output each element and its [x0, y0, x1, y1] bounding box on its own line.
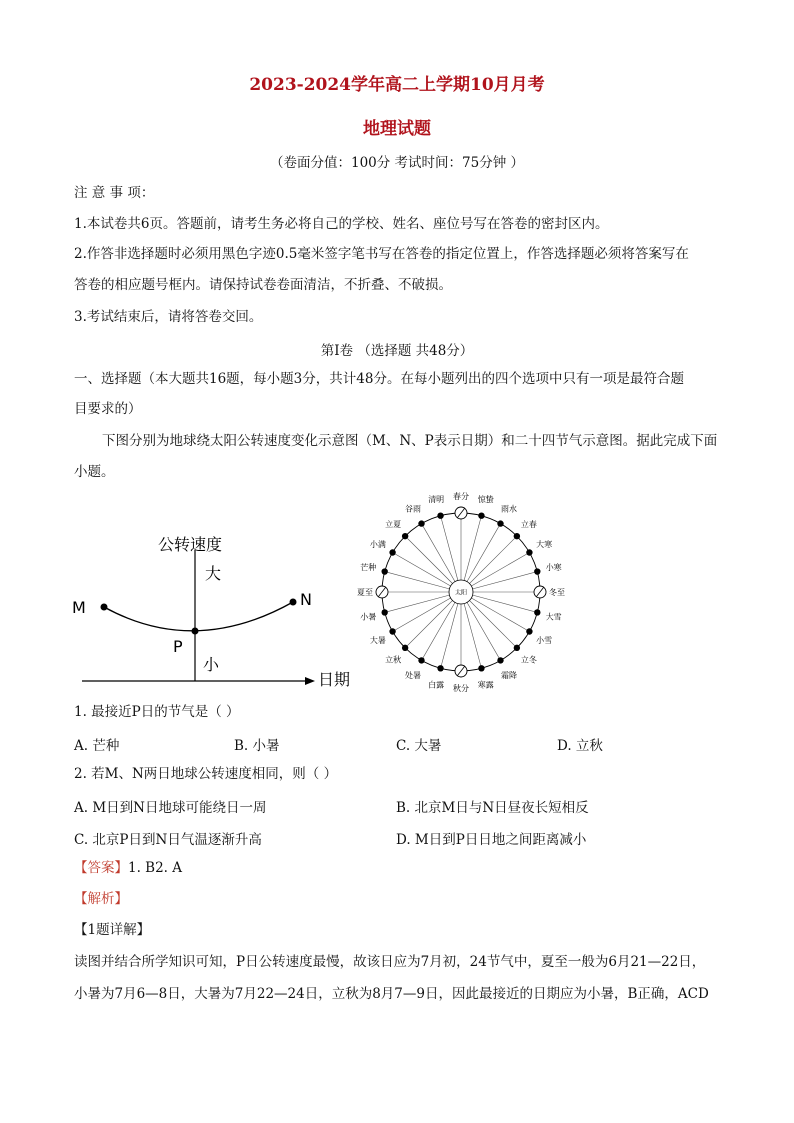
earth-dot — [437, 665, 443, 671]
earth-dot — [526, 628, 532, 634]
earth-dot — [381, 568, 387, 574]
answer-value: 1. B2. A — [128, 860, 183, 876]
earth-dot — [402, 645, 408, 651]
detail-label: 【1题详解】 — [74, 922, 151, 938]
solar-term-label: 立冬 — [520, 655, 537, 665]
section-heading: 一、选择题（本大题共16题，每小题3分，共计48分。在每小题列出的四个选项中只有一项是最符合题 — [74, 371, 684, 387]
analysis-text: 读图并结合所学知识可知，P日公转速度最慢，故该日应为7月初，24节气中，夏至一般为6月21—22日， — [74, 954, 706, 970]
solar-term-label: 芒种 — [360, 563, 377, 572]
p-label: P — [173, 637, 183, 656]
solar-term-label: 大雪 — [545, 612, 562, 622]
sun-label: 太阳 — [454, 589, 468, 597]
solar-terms-diagram — [350, 488, 580, 693]
subject-title: 地理试题 — [363, 119, 431, 139]
section-heading-cont: 目要求的） — [74, 401, 142, 417]
question-1-stem: 1. 最接近P日的节气是（ ） — [74, 704, 240, 720]
analysis-text-cont: 小暑为7月6—8日，大暑为7月22—24日，立秋为8月7—9日，因此最接近的日期应为小暑，B正确，ACD — [74, 986, 709, 1002]
solar-term-label: 小寒 — [545, 563, 562, 572]
solar-term-label: 小暑 — [360, 612, 377, 622]
solar-term-label: 清明 — [428, 495, 445, 505]
solar-term-label: 霜降 — [501, 670, 517, 680]
notice-item: 2.作答非选择题时必须用黑色字迹0.5毫米签字笔书写在答卷的指定位置上，作答选择题必须将答案写在 — [74, 246, 689, 262]
big-label: 大 — [205, 564, 222, 583]
earth-dot — [514, 645, 520, 651]
earth-dot — [478, 665, 484, 671]
solar-term-label: 大暑 — [369, 635, 386, 645]
notice-item: 3.考试结束后，请将答卷交回。 — [74, 309, 263, 325]
n-label: N — [300, 590, 312, 609]
answer-label: 【答案】 — [74, 860, 128, 876]
solar-term-label: 立秋 — [385, 655, 402, 665]
earth-dot — [514, 533, 520, 539]
solar-term-label: 立春 — [520, 519, 537, 529]
earth-dot — [418, 657, 424, 663]
earth-dot — [418, 520, 424, 526]
speed-diagram — [60, 525, 360, 695]
solar-term-label: 立夏 — [385, 519, 402, 529]
date-axis-label: 日期 — [318, 670, 351, 689]
part-title: 第Ⅰ卷 （选择题 共48分） — [320, 343, 474, 359]
solar-term-label: 春分 — [453, 491, 469, 501]
q2-option-b[interactable]: B. 北京M日与N日昼夜长短相反 — [396, 800, 589, 816]
earth-dot — [534, 609, 540, 615]
q1-option-d[interactable]: D. 立秋 — [557, 738, 603, 754]
solar-term-label: 雨水 — [501, 504, 517, 514]
speed-axis-label: 公转速度 — [158, 535, 223, 554]
solar-term-label: 大寒 — [536, 539, 553, 549]
q2-option-a[interactable]: A. M日到N日地球可能绕日一周 — [74, 800, 267, 816]
earth-dot — [526, 549, 532, 555]
earth-dot — [389, 549, 395, 555]
solar-term-label: 处暑 — [405, 670, 421, 680]
earth-dot — [478, 512, 484, 518]
solar-term-label: 谷雨 — [405, 504, 421, 514]
earth-dot — [389, 628, 395, 634]
earth-dot — [381, 609, 387, 615]
q2-option-c[interactable]: C. 北京P日到N日气温逐渐升高 — [74, 832, 262, 848]
q1-option-c[interactable]: C. 大暑 — [396, 738, 442, 754]
solar-term-label: 惊蛰 — [477, 495, 494, 505]
earth-dot — [402, 533, 408, 539]
solar-term-label: 寒露 — [477, 680, 494, 690]
intro-text: 下图分别为地球绕太阳公转速度变化示意图（M、N、P表示日期）和二十四节气示意图。据此完成下面 — [102, 433, 718, 449]
page-title: 2023-2024学年高二上学期10月月考 — [249, 75, 545, 95]
intro-text-cont: 小题。 — [74, 464, 115, 480]
analysis-label: 【解析】 — [74, 891, 128, 907]
answer-row — [74, 859, 182, 877]
notice-item: 答卷的相应题号框内。请保持试卷卷面清洁，不折叠、不破损。 — [74, 277, 452, 293]
earth-dot — [534, 568, 540, 574]
q1-option-b[interactable]: B. 小暑 — [234, 738, 280, 754]
exam-info: （卷面分值：100分 考试时间：75分钟 ） — [269, 155, 525, 171]
m-label: M — [72, 598, 86, 617]
solar-term-label: 小雪 — [536, 635, 553, 645]
solar-term-label: 冬至 — [549, 587, 565, 597]
question-2-stem: 2. 若M、N两日地球公转速度相同，则（ ） — [74, 766, 338, 782]
small-label: 小 — [203, 655, 220, 674]
earth-dot — [437, 512, 443, 518]
earth-dot — [497, 657, 503, 663]
solar-term-label: 白露 — [428, 680, 445, 690]
q1-option-a[interactable]: A. 芒种 — [74, 738, 120, 754]
solar-term-label: 小满 — [369, 539, 386, 549]
solar-term-label: 夏至 — [357, 587, 373, 597]
notice-heading: 注 意 事 项： — [74, 185, 155, 201]
earth-dot — [497, 520, 503, 526]
solar-term-label: 秋分 — [453, 683, 469, 693]
q2-option-d[interactable]: D. M日到P日日地之间距离减小 — [396, 832, 587, 848]
notice-item: 1.本试卷共6页。答题前，请考生务必将自己的学校、姓名、座位号写在答卷的密封区内。 — [74, 216, 609, 232]
